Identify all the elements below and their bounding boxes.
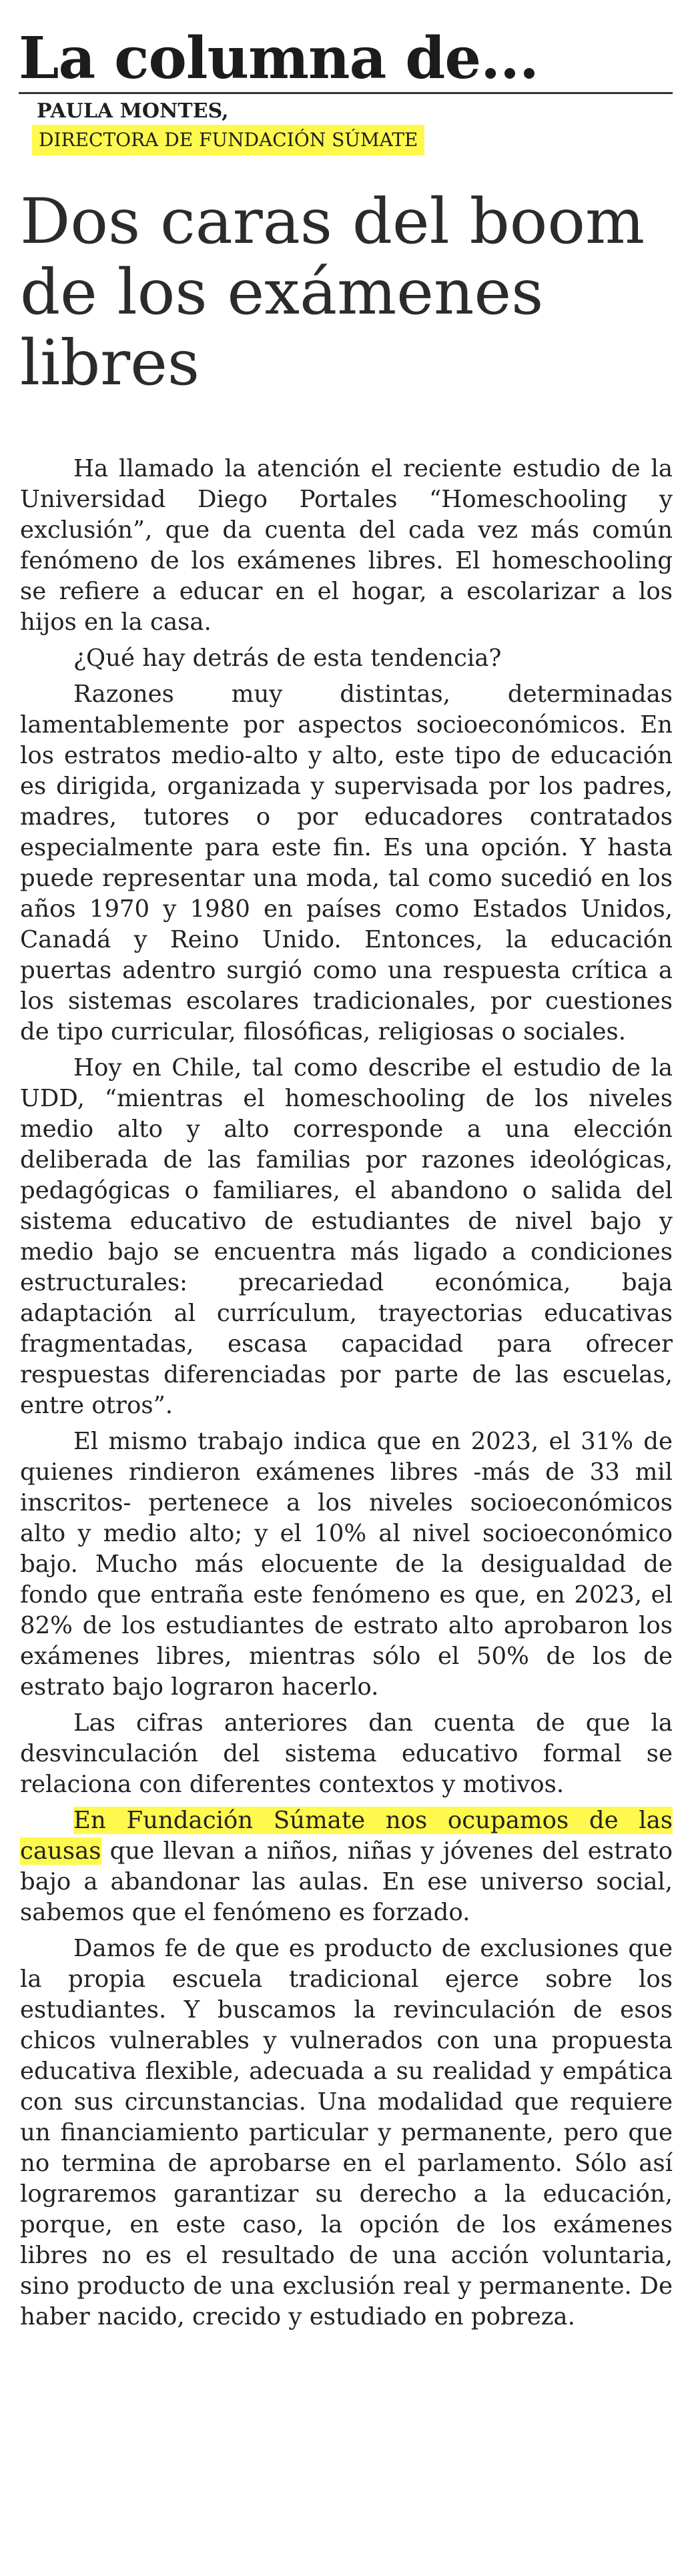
column-header: [19, 27, 676, 155]
paragraph-3: Razones muy distintas, determinadas lamentablemente por aspectos socioeconómicos. En los estratos medio-alto y alto, este tipo de educación es dirigida, organizada y supervisada por los padres, madres, tutores o por educadores contratados especialmente para este fin. Es una opción. Y hasta puede representar una moda, tal como sucedió en los años 1970 y 1980 en países como Estados Unidos, Canadá y Reino Unido. Entonces, la educación puertas adentro surgió como una respuesta crítica a los sistemas escolares tradicionales, por cuestiones de tipo curricular, filosóficas, religiosas o sociales.: [20, 681, 673, 1045]
article-body: [20, 454, 673, 2338]
paragraph-6: Las cifras anteriores dan cuenta de que la desvinculación del sistema educativo formal se relaciona con diferentes contextos y motivos.: [20, 1709, 673, 1798]
paragraph-closing: Damos fe de que es producto de exclusiones que la propia escuela tradicional ejerce sobre los estudiantes. Y buscamos la revinculación de esos chicos vulnerables y vulnerados con una propuesta educativa flexible, adecuada a su realidad y empática con sus circunstancias. Una modalidad que requiere un financiamiento particular y permanente, pero que no termina de aprobarse en el parlamento. Sólo así lograremos garantizar su derecho a la educación, porque, en este caso, la opción de los exámenes libres no es el resultado de una acción voluntaria, sino producto de una exclusión real y permanente. De haber nacido, crecido y estudiado en pobreza.: [20, 1935, 673, 2330]
author-name: PAULA MONTES,: [37, 99, 229, 123]
paragraph-2: ¿Qué hay detrás de esta tendencia?: [73, 645, 502, 672]
article-headline: Dos caras del boom de los exámenes libres: [20, 185, 645, 400]
paragraph-highlighted: [20, 1805, 673, 1928]
highlighted-text: En Fundación Súmate nos ocupamos de las causas: [20, 1807, 673, 1865]
column-title: La columna de...: [19, 25, 539, 92]
highlight-paragraph-rest: que llevan a niños, niñas y jóvenes del estrato bajo a abandonar las aulas. En ese universo social, sabemos que el fenómeno es forzado.: [20, 1837, 673, 1926]
paragraph-4: Hoy en Chile, tal como describe el estudio de la UDD, “mientras el homeschooling de los niveles medio alto y alto corresponde a una elección deliberada de las familias por razones ideológicas, pedagógicas o familiares, el abandono o salida del sistema educativo de estudiantes de nivel bajo y medio bajo se encuentra más ligado a condiciones estructurales: precariedad económica, baja adaptación al currículum, trayectorias educativas fragmentadas, escasa capacidad para ofrecer respuestas diferenciadas por parte de las escuelas, entre otros”.: [20, 1054, 673, 1419]
paragraph-5: El mismo trabajo indica que en 2023, el 31% de quienes rindieron exámenes libres -más de 33 mil inscritos- pertenece a los niveles socioeconómicos alto y medio alto; y el 10% al nivel socioeconómico bajo. Mucho más elocuente de la desigualdad de fondo que entraña este fenómeno es que, en 2023, el 82% de los estudiantes de estrato alto aprobaron los exámenes libres, mientras sólo el 50% de los de estrato bajo lograron hacerlo.: [20, 1428, 673, 1701]
paragraph-1: Ha llamado la atención el reciente estudio de la Universidad Diego Portales “Homeschooling y exclusión”, que da cuenta del cada vez más común fenómeno de los exámenes libres. El homeschooling se refiere a educar en el hogar, a escolarizar a los hijos en la casa.: [20, 455, 673, 636]
header-rule: [19, 92, 673, 94]
author-role: DIRECTORA DE FUNDACIÓN SÚMATE: [32, 125, 424, 155]
